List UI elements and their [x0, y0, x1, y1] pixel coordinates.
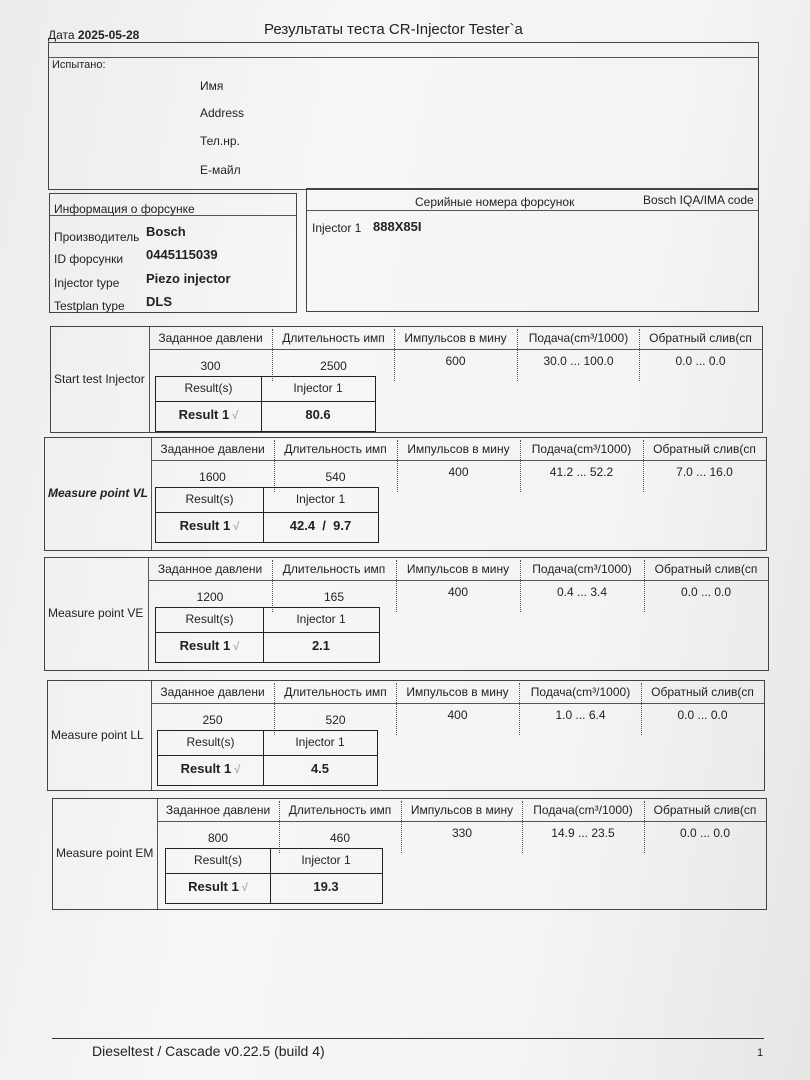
result-1-label: Result 1 √	[188, 879, 248, 894]
manufacturer-label: Производитель	[54, 230, 140, 244]
header-row-divider	[148, 580, 768, 581]
return-value: 0.0 ... 0.0	[677, 708, 728, 722]
check-icon: √	[231, 764, 241, 776]
delivery-value: 41.2 ... 52.2	[549, 465, 614, 479]
testplan-type-label: Testplan type	[54, 299, 125, 313]
injector-type-value: Piezo injector	[146, 271, 231, 286]
injector-header: Injector 1	[295, 492, 346, 506]
result-1-label: Result 1 √	[179, 518, 240, 533]
serials-title: Серийные номера форсунок	[415, 195, 575, 209]
duration-value: 520	[325, 713, 346, 727]
test-name: Start test Injector	[54, 372, 145, 386]
column-header: Заданное давлени	[160, 685, 265, 699]
test-section	[44, 437, 767, 551]
test-name: Measure point EM	[56, 846, 154, 860]
footer-software: Dieseltest / Cascade v0.22.5 (build 4)	[92, 1043, 325, 1059]
field-phone: Тел.нр.	[200, 134, 240, 148]
pulses-value: 400	[447, 585, 469, 599]
column-header: Длительность имп	[288, 803, 392, 817]
column-header: Подача(cm³/1000)	[533, 803, 633, 817]
column-header: Заданное давлени	[165, 803, 271, 817]
return-value: 0.0 ... 0.0	[679, 826, 731, 840]
result-box	[157, 730, 378, 786]
result-box-row-divider	[156, 632, 379, 633]
result-1-label: Result 1 √	[178, 407, 239, 422]
column-header: Подача(cm³/1000)	[530, 685, 631, 699]
test-section	[52, 798, 767, 910]
duration-value: 540	[325, 470, 346, 484]
tested-box	[48, 42, 759, 190]
injector-header: Injector 1	[295, 735, 345, 749]
result-1-value: 4.5	[310, 761, 330, 776]
pressure-value: 1200	[196, 590, 224, 604]
result-1-value: 42.4 / 9.7	[289, 518, 352, 533]
results-header: Result(s)	[185, 492, 234, 506]
results-header: Result(s)	[184, 381, 233, 395]
pulses-value: 400	[447, 708, 468, 722]
return-value: 0.0 ... 0.0	[675, 354, 726, 368]
column-header: Обратный слив(сп	[654, 562, 758, 576]
column-header: Длительность имп	[284, 685, 387, 699]
injector-info-title: Информация о форсунке	[54, 202, 195, 216]
header-row-divider	[157, 821, 766, 822]
result-box	[155, 376, 376, 432]
column-header: Импульсов в мину	[407, 442, 510, 456]
injector-id-value: 0445115039	[146, 247, 218, 262]
result-1-value: 19.3	[313, 879, 339, 894]
pulses-value: 330	[451, 826, 473, 840]
duration-value: 460	[329, 831, 351, 845]
column-header: Обратный слив(сп	[653, 442, 756, 456]
column-header: Обратный слив(сп	[653, 803, 757, 817]
duration-value: 2500	[320, 359, 347, 373]
date-value: 2025-05-28	[77, 28, 140, 42]
duration-value: 165	[323, 590, 345, 604]
delivery-value: 30.0 ... 100.0	[543, 354, 614, 368]
column-header: Обратный слив(сп	[649, 331, 752, 345]
pulses-value: 600	[445, 354, 466, 368]
date	[48, 28, 139, 42]
column-header: Обратный слив(сп	[651, 685, 754, 699]
column-header: Длительность имп	[282, 562, 386, 576]
testplan-type-value: DLS	[146, 294, 172, 309]
field-name: Имя	[200, 79, 224, 93]
pressure-value: 1600	[199, 470, 226, 484]
result-box	[155, 607, 380, 663]
column-header: Импульсов в мину	[404, 331, 507, 345]
footer-page-number: 1	[757, 1047, 764, 1059]
field-email: E-майл	[200, 163, 241, 177]
results-header: Result(s)	[193, 853, 242, 867]
result-box-row-divider	[158, 755, 377, 756]
delivery-value: 1.0 ... 6.4	[555, 708, 606, 722]
check-icon: √	[238, 882, 248, 894]
column-header: Заданное давлени	[160, 442, 265, 456]
results-header: Result(s)	[186, 735, 235, 749]
column-header: Импульсов в мину	[406, 685, 509, 699]
injector-header: Injector 1	[296, 612, 346, 626]
result-box	[155, 487, 379, 543]
field-address: Address	[200, 106, 245, 120]
result-1-label: Result 1 √	[180, 761, 241, 776]
injector-header: Injector 1	[301, 853, 351, 867]
injector-id-label: ID форсунки	[54, 252, 124, 266]
pressure-value: 300	[200, 359, 221, 373]
delivery-value: 14.9 ... 23.5	[551, 826, 615, 840]
check-icon: √	[230, 641, 240, 653]
test-section	[47, 680, 765, 791]
result-1-label: Result 1 √	[179, 638, 240, 653]
column-header: Подача(cm³/1000)	[532, 562, 632, 576]
check-icon: √	[230, 521, 240, 533]
tested-divider	[48, 57, 759, 58]
pressure-value: 250	[202, 713, 223, 727]
return-value: 7.0 ... 16.0	[676, 465, 733, 479]
column-header: Импульсов в мину	[410, 803, 514, 817]
column-header: Подача(cm³/1000)	[531, 442, 632, 456]
result-box	[165, 848, 383, 904]
date-label: Дата	[48, 28, 75, 42]
footer-divider	[52, 1038, 764, 1039]
results-header: Result(s)	[185, 612, 234, 626]
check-icon: √	[229, 410, 239, 422]
injector-type-label: Injector type	[54, 276, 120, 290]
serial-injector-value: 888X85I	[373, 219, 422, 234]
test-name: Measure point LL	[51, 728, 144, 742]
tested-label: Испытано:	[52, 59, 106, 71]
injector-header: Injector 1	[293, 381, 343, 395]
test-name: Measure point VE	[48, 606, 144, 620]
serials-divider	[307, 210, 758, 211]
column-header: Длительность имп	[284, 442, 387, 456]
manufacturer-value: Bosch	[146, 224, 186, 239]
iqa-code-title: Bosch IQA/IMA code	[643, 193, 754, 207]
return-value: 0.0 ... 0.0	[680, 585, 732, 599]
pulses-value: 400	[448, 465, 469, 479]
test-name: Measure point VL	[48, 486, 149, 500]
column-header: Заданное давлени	[158, 331, 263, 345]
header-row-divider	[149, 349, 762, 350]
pressure-value: 800	[207, 831, 229, 845]
column-header: Заданное давлени	[157, 562, 263, 576]
result-box-row-divider	[156, 512, 378, 513]
column-header: Длительность имп	[282, 331, 385, 345]
result-box-row-divider	[156, 401, 375, 402]
result-1-value: 2.1	[311, 638, 331, 653]
column-header: Подача(cm³/1000)	[528, 331, 629, 345]
delivery-value: 0.4 ... 3.4	[556, 585, 608, 599]
test-section	[50, 326, 763, 433]
page-title: Результаты теста CR-Injector Tester`a	[264, 21, 523, 38]
result-box-row-divider	[166, 873, 382, 874]
test-section	[44, 557, 769, 671]
header-row-divider	[151, 460, 766, 461]
header-row-divider	[151, 703, 764, 704]
serial-injector-label: Injector 1	[312, 221, 362, 235]
column-header: Импульсов в мину	[406, 562, 510, 576]
result-1-value: 80.6	[305, 407, 331, 422]
